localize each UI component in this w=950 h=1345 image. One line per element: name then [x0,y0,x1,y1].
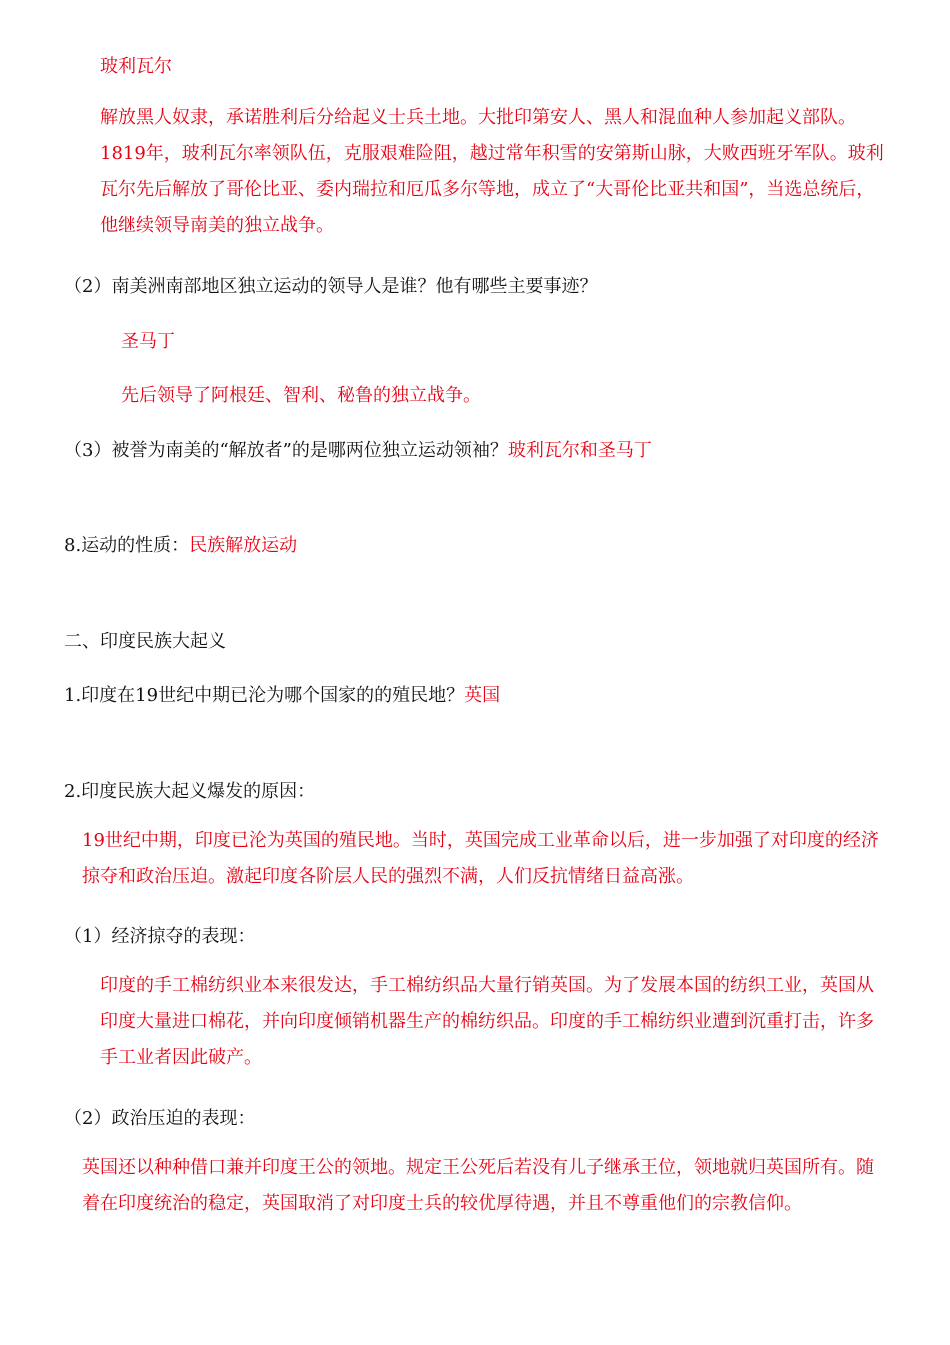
india-question-2: 2.印度民族大起义爆发的原因： [64,781,316,802]
answer-bolivar-deeds: 解放黑人奴隶，承诺胜利后分给起义士兵土地。大批印第安人、黑人和混血种人参加起义部队。1819年，玻利瓦尔率领队伍，克服艰难险阻，越过常年积雪的安第斯山脉，大败西班牙军队。玻利瓦尔先后解放了哥伦比亚、委内瑞拉和厄瓜多尔等地，成立了“大哥伦比亚共和国”，当选总统后，他继续领导南美的独立战争。 [100,107,884,236]
answer-3-liberators: 玻利瓦尔和圣马丁 [507,440,652,461]
answer-san-martin-name: 圣马丁 [121,331,175,352]
india-sub2-question: （2）政治压迫的表现： [64,1108,256,1129]
india-sub1-answer: 印度的手工棉纺织业本来很发达，手工棉纺织品大量行销英国。为了发展本国的纺织工业，英国从印度大量进口棉花，并向印度倾销机器生产的棉纺织品。印度的手工棉纺织业遭到沉重打击，许多手工业者因此破产。 [100,975,874,1068]
answer-san-martin-deeds: 先后领导了阿根廷、智利、秘鲁的独立战争。 [121,385,481,406]
india-question-1 [64,681,500,707]
question-8-text: 8.运动的性质： [64,535,190,556]
india-answer-2-causes: 19世纪中期，印度已沦为英国的殖民地。当时，英国完成工业革命以后，进一步加强了对印度的经济掠夺和政治压迫。激起印度各阶层人民的强烈不满，人们反抗情绪日益高涨。 [82,830,879,887]
question-8-nature [64,531,297,557]
india-answer-1: 英国 [464,685,501,706]
question-3-text: （3）被誉为南美的“解放者”的是哪两位独立运动领袖？ [64,440,508,461]
question-3-liberators [64,436,652,462]
india-sub1-question: （1）经济掠夺的表现： [64,926,256,947]
india-question-1-text: 1.印度在19世纪中期已沦为哪个国家的的殖民地？ [64,685,465,706]
question-2-south: （2）南美洲南部地区独立运动的领导人是谁？他有哪些主要事迹？ [64,276,598,297]
section-heading-india: 二、印度民族大起义 [64,631,226,652]
answer-bolivar-name: 玻利瓦尔 [100,56,172,77]
answer-8-nature: 民族解放运动 [189,535,298,556]
india-sub2-answer: 英国还以种种借口兼并印度王公的领地。规定王公死后若没有儿子继承王位，领地就归英国所有。随着在印度统治的稳定，英国取消了对印度士兵的较优厚待遇，并且不尊重他们的宗教信仰。 [82,1157,874,1214]
